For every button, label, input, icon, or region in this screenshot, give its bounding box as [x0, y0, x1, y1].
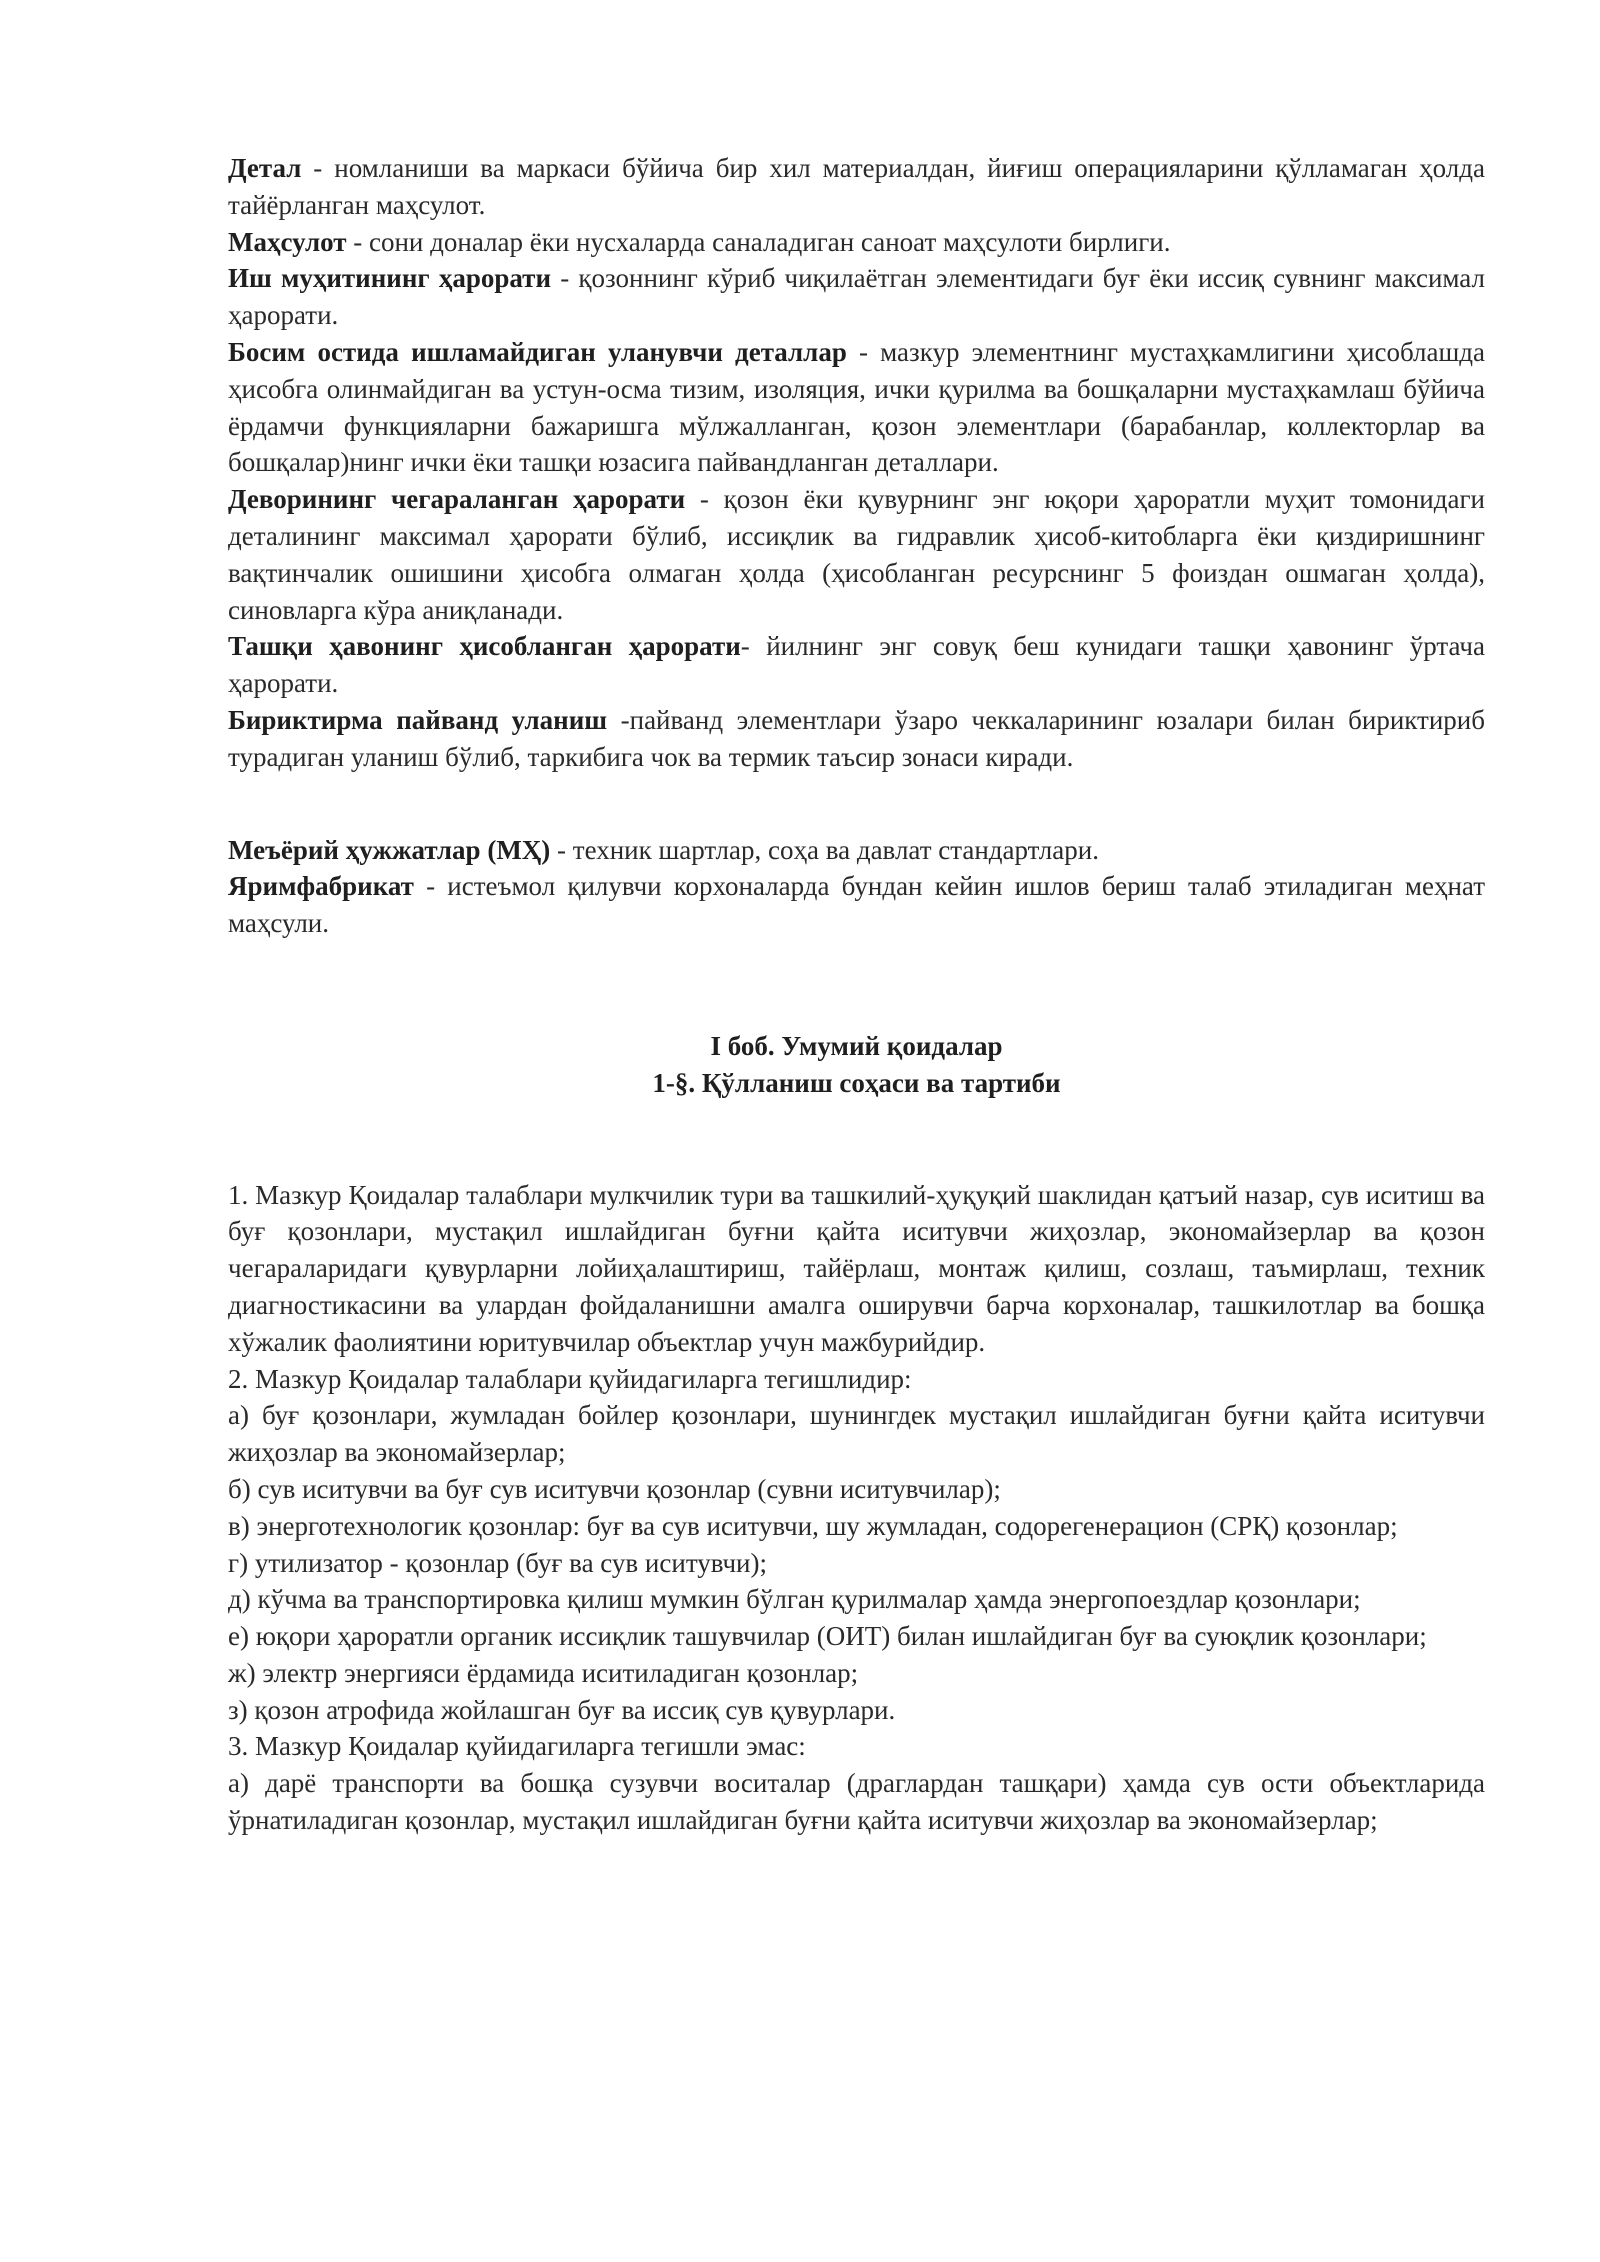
term: Босим остида ишламайдиган уланувчи деталлар	[228, 336, 847, 367]
paragraph-3: 3. Мазкур Қоидалар қуйидагиларга тегишли эмас:	[228, 1731, 806, 1762]
spacer	[228, 776, 1485, 832]
paragraph-2: 2. Мазкур Қоидалар талаблари қуйидагиларга тегишлидир:	[228, 1363, 912, 1394]
list-item-2v: в) энерготехнологик қозонлар: буғ ва сув иситувчи, шу жумладан, содорегенерацион (СРҚ) қозонлар;	[228, 1510, 1398, 1541]
definition-text: қозон ёки қувурнинг энг юқори ҳароратли муҳит томонидаги деталининг максимал ҳарорати бўлиб, иссиқлик ва гидравлик ҳисоб-китобларга ёки қиздиришнинг вақтинчалик ошишини ҳисобга олмаган ҳолда (ҳисобланган ресурснинг 5 фоиздан ошмаган ҳолда), синовларга кўра аниқланади.	[228, 484, 1485, 625]
term: Маҳсулот	[228, 226, 347, 257]
list-item-2zh: ж) электр энергияси ёрдамида иситиладиган қозонлар;	[228, 1657, 859, 1688]
term: Детал	[228, 153, 302, 183]
definition-text: мазкур элементнинг мустаҳкамлигини ҳисоблашда ҳисобга олинмайдиган ва устун-осма тизим, изоляция, ички қурилма ва бошқаларни мустаҳкамлаш бўйича ёрдамчи функцияларни бажаришга мўлжалланган, қозон элементлари (барабанлар, коллекторлар ва бошқалар)нинг ички ёки ташқи юзасига пайвандланган деталлари.	[228, 336, 1485, 478]
definition-semi-product: Яримфабрикат - истеъмол қилувчи корхоналарда бундан кейин ишлов бериш талаб этиладиган меҳнат маҳсули.	[228, 871, 1485, 939]
term: Деворининг чегараланган ҳарорати	[228, 484, 686, 515]
definition-mahsulot: Маҳсулот - сони доналар ёки нусхаларда саналадиган саноат маҳсулоти бирлиги.	[228, 226, 1171, 257]
paragraph-1: 1. Мазкур Қоидалар талаблари мулкчилик тури ва ташкилий-ҳуқуқий шаклидан қатъий назар, сув иситиш ва буғ қозонлари, мустақил ишлайдиган буғни қайта иситувчи жиҳозлар, экономайзерлар ва қозон чегараларидаги қувурларни лойиҳалаштириш, тайёрлаш, монтаж қилиш, созлаш, таъмирлаш, техник диагностикасини ва улардан фойдаланишни амалга оширувчи барча корхоналар, ташкилотлар ва бошқа хўжалик фаолиятини юритувчилар объектлар учун мажбурийдир.	[228, 1179, 1485, 1357]
list-item-2g: г) утилизатор - қозонлар (буғ ва сув иситувчи);	[228, 1547, 767, 1578]
spacer	[228, 942, 1485, 1028]
definition-text: номланиши ва маркаси бўйича бир хил материалдан, йиғиш операцияларини қўлламаган ҳолда тайёрланган маҳсулот.	[228, 153, 1485, 220]
section-heading: 1-§. Қўлланиш соҳаси ва тартиби	[652, 1067, 1061, 1098]
definition-text: қозоннинг кўриб чиқилаётган элементидаги буғ ёки иссиқ сувнинг максимал ҳарорати.	[228, 263, 1485, 331]
document-page	[228, 150, 1485, 1839]
definition-non-pressure-parts: Босим остида ишламайдиган уланувчи деталлар - мазкур элементнинг мустаҳкамлигини ҳисоблашда ҳисобга олинмайдиган ва устун-осма тизим, изоляция, ички қурилма ва бошқаларни мустаҳкамлаш бўйича ёрдамчи функцияларни бажаришга мўлжалланган, қозон элементлари (барабанлар, коллекторлар ва бошқалар)нинг ички ёки ташқи юзасига пайвандланган деталлари.	[228, 336, 1485, 478]
term: Яримфабрикат	[228, 871, 414, 902]
definition-wall-temperature: Деворининг чегараланган ҳарорати - қозон ёки қувурнинг энг юқори ҳароратли муҳит томонидаги деталининг максимал ҳарорати бўлиб, иссиқлик ва гидравлик ҳисоб-китобларга ёки қиздиришнинг вақтинчалик ошишини ҳисобга олмаган ҳолда (ҳисобланган ресурснинг 5 фоиздан ошмаган ҳолда), синовларга кўра аниқланади.	[228, 484, 1485, 625]
term: Ташқи ҳавонинг ҳисобланган ҳарорати	[228, 631, 741, 662]
list-item-3a: а) дарё транспорти ва бошқа сузувчи воситалар (драглардан ташқари) ҳамда сув ости объектларида ўрнатиладиган қозонлар, мустақил ишлайдиган буғни қайта иситувчи жиҳозлар ва экономайзерлар;	[228, 1768, 1485, 1836]
spacer	[228, 1102, 1485, 1177]
definition-weld-joint: Бириктирма пайванд уланиш -пайванд элементлари ўзаро чеккаларининг юзалари билан бириктириб турадиган уланиш бўлиб, таркибига чок ва термик таъсир зонаси киради.	[228, 704, 1485, 772]
definition-text: истеъмол қилувчи корхоналарда бундан кейин ишлов бериш талаб этиладиган меҳнат маҳсули.	[228, 871, 1485, 939]
definition-detal: Детал - номланиши ва маркаси бўйича бир хил материалдан, йиғиш операцияларини қўлламаган ҳолда тайёрланган маҳсулот.	[228, 153, 1485, 220]
chapter-heading: I боб. Умумий қоидалар	[710, 1030, 1003, 1061]
list-item-2e: е) юқори ҳароратли органик иссиқлик ташувчилар (ОИТ) билан ишлайдиган буғ ва суюқлик қозонлари;	[228, 1621, 1427, 1652]
definition-outdoor-temperature: Ташқи ҳавонинг ҳисобланган ҳарорати- йилнинг энг совуқ беш кунидаги ташқи ҳавонинг ўртача ҳарорати.	[228, 631, 1485, 699]
definition-text: йилнинг энг совуқ беш кунидаги ташқи ҳавонинг ўртача ҳарорати.	[228, 631, 1485, 699]
definition-normative-docs: Меъёрий ҳужжатлар (МҲ) - техник шартлар, соҳа ва давлат стандартлари.	[228, 834, 1099, 865]
term: Иш муҳитининг ҳарорати	[228, 263, 552, 294]
definition-work-temperature: Иш муҳитининг ҳарорати - қозоннинг кўриб чиқилаётган элементидаги буғ ёки иссиқ сувнинг максимал ҳарорати.	[228, 263, 1485, 331]
list-item-2a: а) буғ қозонлари, жумладан бойлер қозонлари, шунингдек мустақил ишлайдиган буғни қайта иситувчи жиҳозлар ва экономайзерлар;	[228, 1400, 1485, 1468]
list-item-2z: з) қозон атрофида жойлашган буғ ва иссиқ сув қувурлари.	[228, 1694, 896, 1725]
list-item-2b: б) сув иситувчи ва буғ сув иситувчи қозонлар (сувни иситувчилар);	[228, 1473, 1001, 1504]
term: Бириктирма пайванд уланиш	[228, 704, 608, 735]
term: Меъёрий ҳужжатлар (МҲ)	[228, 834, 551, 865]
definition-text: пайванд элементлари ўзаро чеккаларининг юзалари билан бириктириб турадиган уланиш бўлиб, таркибига чок ва термик таъсир зонаси киради.	[228, 704, 1485, 772]
definition-text: сони доналар ёки нусхаларда саналадиган саноат маҳсулоти бирлиги.	[369, 226, 1171, 257]
definition-text: техник шартлар, соҳа ва давлат стандартлари.	[572, 834, 1099, 865]
list-item-2d: д) кўчма ва транспортировка қилиш мумкин бўлган қурилмалар ҳамда энергопоездлар қозонлари;	[228, 1584, 1361, 1615]
